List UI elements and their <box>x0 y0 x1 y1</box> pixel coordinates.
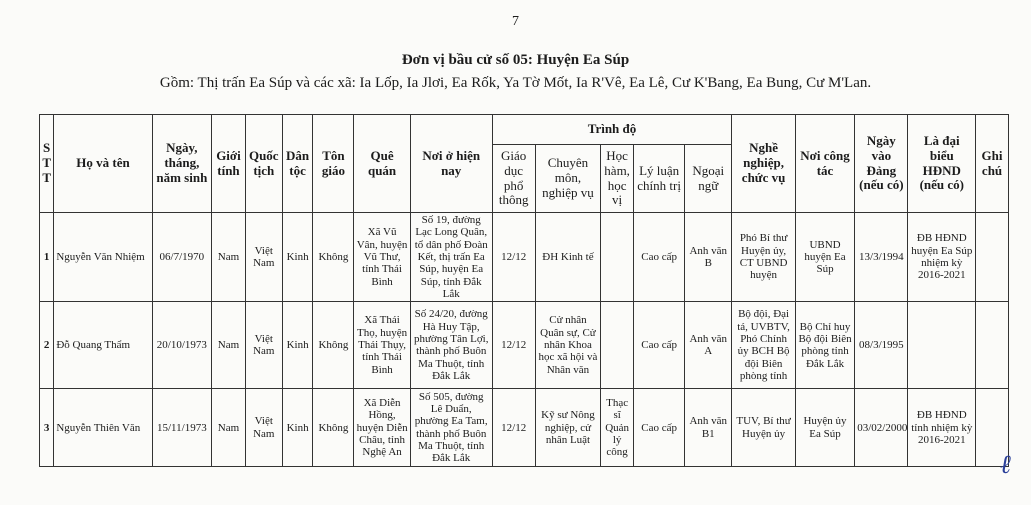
cell-stt: 2 <box>40 302 54 389</box>
cell-party-date: 08/3/1995 <box>855 302 908 389</box>
cell-general-edu: 12/12 <box>492 389 535 467</box>
cell-residence: Số 24/20, đường Hà Huy Tập, phường Tân Lợi, thành phố Buôn Ma Thuột, tỉnh Đắk Lắk <box>410 302 492 389</box>
cell-party-date: 13/3/1994 <box>855 213 908 302</box>
page-title: Đơn vị bầu cử số 05: Huyện Ea Súp <box>401 52 630 68</box>
cell-dob: 15/11/1973 <box>152 389 211 467</box>
header-residence: Nơi ở hiện nay <box>410 115 492 213</box>
header-gender: Giới tính <box>212 115 246 213</box>
header-workplace: Nơi công tác <box>795 115 854 213</box>
header-delegate: Là đại biểu HĐND (nếu có) <box>908 115 976 213</box>
header-specialty: Chuyên môn, nghiệp vụ <box>535 145 601 213</box>
cell-nationality: Việt Nam <box>245 302 282 389</box>
cell-note <box>976 302 1009 389</box>
cell-ethnicity: Kinh <box>282 389 313 467</box>
header-stt: S T T <box>40 115 54 213</box>
cell-political: Cao cấp <box>634 302 685 389</box>
cell-stt: 3 <box>40 389 54 467</box>
header-ethnicity: Dân tộc <box>282 115 313 213</box>
cell-general-edu: 12/12 <box>492 302 535 389</box>
cell-language: Anh văn B <box>685 213 732 302</box>
cell-religion: Không <box>313 302 354 389</box>
header-language: Ngoại ngữ <box>685 145 732 213</box>
cell-degree <box>601 213 634 302</box>
cell-political: Cao cấp <box>634 389 685 467</box>
cell-name: Nguyễn Văn Nhiệm <box>54 213 152 302</box>
header-education: Trình độ <box>492 115 732 145</box>
cell-gender: Nam <box>212 389 246 467</box>
cell-occupation: Phó Bí thư Huyện ủy, CT UBND huyện <box>732 213 796 302</box>
header-dob: Ngày, tháng, năm sinh <box>152 115 211 213</box>
cell-note <box>976 213 1009 302</box>
header-occupation: Nghề nghiệp, chức vụ <box>732 115 796 213</box>
cell-gender: Nam <box>212 213 246 302</box>
cell-language: Anh văn B1 <box>685 389 732 467</box>
header-nationality: Quốc tịch <box>245 115 282 213</box>
cell-workplace: Huyện ủy Ea Súp <box>795 389 854 467</box>
cell-nationality: Việt Nam <box>245 213 282 302</box>
cell-ethnicity: Kinh <box>282 213 313 302</box>
cell-delegate <box>908 302 976 389</box>
cell-delegate: ĐB HĐND huyện Ea Súp nhiệm kỳ 2016-2021 <box>908 213 976 302</box>
header-note: Ghi chú <box>976 115 1009 213</box>
cell-gender: Nam <box>212 302 246 389</box>
cell-specialty: ĐH Kinh tế <box>535 213 601 302</box>
page-subtitle: Gồm: Thị trấn Ea Súp và các xã: Ia Lốp, Ia Jlơi, Ea Rốk, Ya Tờ Mốt, Ia R'Vê, Ea Lê, Cư K'Bang, Ea Bung, Cư M'Lan. <box>159 75 872 91</box>
cell-religion: Không <box>313 389 354 467</box>
table-row <box>40 389 1009 467</box>
cell-workplace: UBND huyện Ea Súp <box>795 213 854 302</box>
header-party-date: Ngày vào Đảng (nếu có) <box>855 115 908 213</box>
cell-degree: Thạc sĩ Quản lý công <box>601 389 634 467</box>
header-degree: Học hàm, học vị <box>601 145 634 213</box>
cell-party-date: 03/02/2000 <box>855 389 908 467</box>
cell-residence: Số 19, đường Lạc Long Quân, tổ dân phố Đoàn Kết, thị trấn Ea Súp, huyện Ea Súp, tỉnh Đắk Lắk <box>410 213 492 302</box>
header-political: Lý luận chính trị <box>634 145 685 213</box>
cell-specialty: Cử nhân Quân sự, Cử nhân Khoa học xã hội và Nhân văn <box>535 302 601 389</box>
cell-hometown: Xã Diễn Hồng, huyện Diễn Châu, tỉnh Nghệ An <box>354 389 410 467</box>
cell-general-edu: 12/12 <box>492 213 535 302</box>
header-religion: Tôn giáo <box>313 115 354 213</box>
header-general-edu: Giáo dục phổ thông <box>492 145 535 213</box>
cell-name: Nguyễn Thiên Văn <box>54 389 152 467</box>
cell-ethnicity: Kinh <box>282 302 313 389</box>
cell-specialty: Kỹ sư Nông nghiệp, cử nhân Luật <box>535 389 601 467</box>
header-name: Họ và tên <box>54 115 152 213</box>
header-hometown: Quê quán <box>354 115 410 213</box>
initial-signature: ℓ <box>1000 450 1011 479</box>
cell-religion: Không <box>313 213 354 302</box>
cell-political: Cao cấp <box>634 213 685 302</box>
cell-nationality: Việt Nam <box>245 389 282 467</box>
cell-hometown: Xã Thái Thọ, huyện Thái Thụy, tỉnh Thái Bình <box>354 302 410 389</box>
cell-delegate: ĐB HĐND tỉnh nhiệm kỳ 2016-2021 <box>908 389 976 467</box>
cell-name: Đỗ Quang Thẩm <box>54 302 152 389</box>
cell-occupation: TUV, Bí thư Huyện ủy <box>732 389 796 467</box>
table-row <box>40 302 1009 389</box>
cell-residence: Số 505, đường Lê Duẩn, phường Ea Tam, thành phố Buôn Ma Thuột, tỉnh Đắk Lắk <box>410 389 492 467</box>
cell-workplace: Bộ Chỉ huy Bộ đội Biên phòng tỉnh Đắk Lắk <box>795 302 854 389</box>
table-row <box>40 213 1009 302</box>
cell-hometown: Xã Vũ Vân, huyện Vũ Thư, tỉnh Thái Bình <box>354 213 410 302</box>
cell-stt: 1 <box>40 213 54 302</box>
cell-dob: 06/7/1970 <box>152 213 211 302</box>
page-number: 7 <box>512 14 519 29</box>
cell-dob: 20/10/1973 <box>152 302 211 389</box>
candidate-table <box>39 114 1009 467</box>
cell-degree <box>601 302 634 389</box>
cell-occupation: Bộ đội, Đại tá, UVBTV, Phó Chính ủy BCH Bộ đội Biên phòng tỉnh <box>732 302 796 389</box>
cell-language: Anh văn A <box>685 302 732 389</box>
